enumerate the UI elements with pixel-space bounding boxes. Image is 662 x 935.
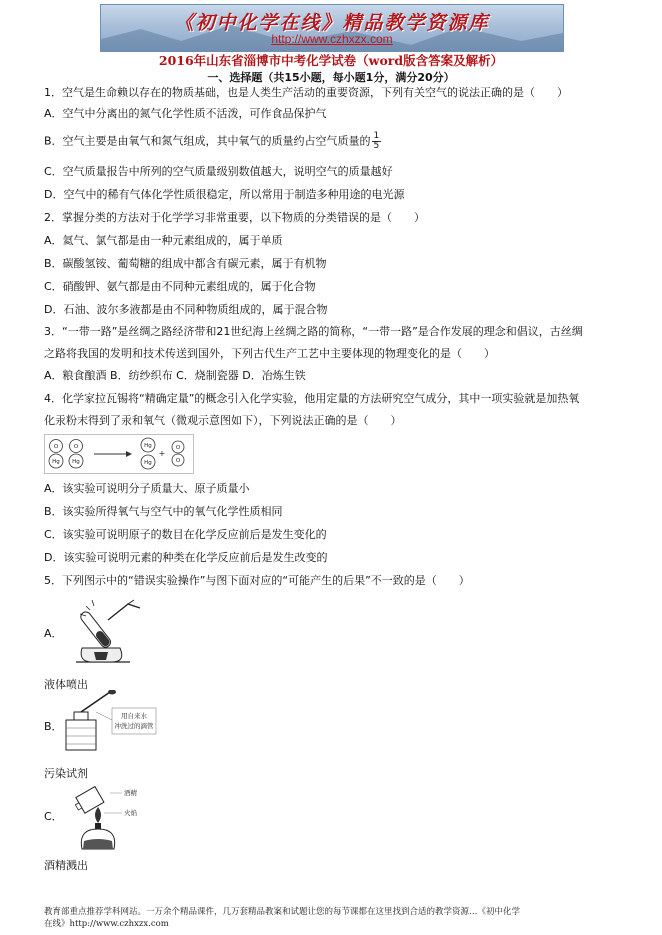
q1-option-a: A．空气中分离出的氮气化学性质不活泼，可作食品保护气 [44, 107, 327, 120]
atom-label-o: O [73, 444, 79, 450]
fraction-denominator: 5 [373, 141, 380, 151]
q5-option-c-label: C． [44, 810, 63, 823]
q4-stem-line1: 4．化学家拉瓦锡将“精确定量”的概念引入化学实验，他用定量的方法研究空气成分，其中一项实验就是加热氧 [44, 392, 580, 405]
fraction-one-fifth [372, 132, 382, 151]
hgo-molecule-2 [69, 440, 83, 469]
oxygen-molecule-product [172, 441, 184, 466]
q5-option-a-caption: 液体喷出 [44, 678, 88, 691]
reaction-arrow-icon [94, 451, 132, 457]
q2-option-a: A．氦气、氯气都是由一种元素组成的，属于单质 [44, 234, 283, 247]
atom-label-hg: Hg [72, 459, 80, 465]
q3-options: A．粮食酿酒 B．纺纱织布 C．烧制瓷器 D．冶炼生铁 [44, 369, 306, 382]
q1-option-c: C．空气质量报告中所列的空气质量级别数值越大，说明空气的质量越好 [44, 165, 393, 178]
atom-label-hg: Hg [52, 459, 60, 465]
q5-figure-b-dropper [62, 690, 158, 754]
q1-stem: 1．空气是生命赖以存在的物质基础，也是人类生产活动的重要资源，下列有关空气的说法正确的是（ ） [44, 86, 568, 99]
footer-line-2[interactable]: 在线》http://www.czhxzx.com [44, 919, 169, 929]
q5-figure-a-heating-test-tube [68, 596, 148, 666]
plus-sign: + [158, 449, 166, 458]
q5-option-a-label: A． [44, 627, 63, 640]
mercury-atom-product-1 [141, 438, 155, 452]
atom-label-o: O [175, 445, 181, 451]
q5-figure-c-alcohol-lamp [66, 785, 146, 851]
page-footer [44, 906, 629, 930]
figure-c-note-flame: 火焰 [124, 809, 137, 817]
q5-option-b-label: B． [44, 720, 63, 733]
q1-option-b [44, 132, 382, 151]
q4-option-c: C．该实验可说明原子的数目在化学反应前后是发生变化的 [44, 528, 327, 541]
footer-line-1: 教育部重点推荐学科网站。一万余个精品课件，几万套精品教案和试题让您的每节课都在这里找到合适的教学资源…《初中化学 [44, 907, 521, 917]
hgo-molecule-1 [49, 440, 63, 469]
site-banner [100, 4, 564, 52]
q4-option-d: D．该实验可说明元素的种类在化学反应前后是发生改变的 [44, 551, 328, 564]
banner-url-link[interactable]: http://www.czhxzx.com [271, 32, 393, 46]
atom-label-hg: Hg [144, 443, 152, 449]
figure-c-note-alcohol: 酒精 [124, 789, 137, 797]
q4-option-a: A．该实验可说明分子质量大、原子质量小 [44, 482, 250, 495]
q5-option-c-caption: 酒精溅出 [44, 859, 88, 872]
banner-title: 《初中化学在线》精品教学资源库 [174, 12, 490, 34]
q2-option-d: D．石油、波尔多液都是由不同种物质组成的，属于混合物 [44, 303, 328, 316]
q4-reaction-diagram [44, 434, 194, 474]
q1-option-d: D．空气中的稀有气体化学性质很稳定，所以常用于制造多种用途的电光源 [44, 188, 405, 201]
test-tube [79, 610, 113, 649]
q4-option-b: B．该实验所得氧气与空气中的氧气化学性质相同 [44, 505, 283, 518]
atom-label-o: O [53, 444, 59, 450]
q2-stem: 2．掌握分类的方法对于化学学习非常重要，以下物质的分类错误的是（ ） [44, 211, 425, 224]
figure-b-note-line1: 用自来水 [121, 712, 147, 720]
fraction-numerator: 1 [373, 131, 380, 141]
q2-option-c: C．硝酸钾、氨气都是由不同种元素组成的，属于化合物 [44, 280, 316, 293]
q2-option-b: B．碳酸氢铵、葡萄糖的组成中都含有碳元素，属于有机物 [44, 257, 327, 270]
document-title: 2016年山东省淄博市中考化学试卷（word版含答案及解析） [158, 53, 504, 68]
q5-option-b-caption: 污染试剂 [44, 767, 88, 780]
section-title: 一、选择题（共15小题，每小题1分，满分20分） [207, 71, 455, 84]
q3-stem-line2: 之路将我国的发明和技术传送到国外，下列古代生产工艺中主要体现的物理变化的是（ ） [44, 347, 495, 360]
atom-label-o: O [175, 458, 181, 464]
atom-label-hg: Hg [144, 460, 152, 466]
figure-b-note-line2: 冲洗过的滴管 [114, 722, 154, 730]
q1-option-b-text: B．空气主要是由氧气和氮气组成，其中氧气的质量约占空气质量的 [44, 134, 371, 148]
q4-stem-line2: 化汞粉末得到了汞和氧气（微观示意图如下），下列说法正确的是（ ） [44, 414, 402, 427]
q5-stem: 5．下列图示中的“错误实验操作”与图下面对应的“可能产生的后果”不一致的是（ ） [44, 574, 470, 587]
q3-stem-line1: 3．“一带一路”是丝绸之路经济带和21世纪海上丝绸之路的简称，“一带一路”是合作发展的理念和倡议，古丝绸 [44, 325, 583, 338]
mercury-atom-product-2 [141, 455, 155, 469]
